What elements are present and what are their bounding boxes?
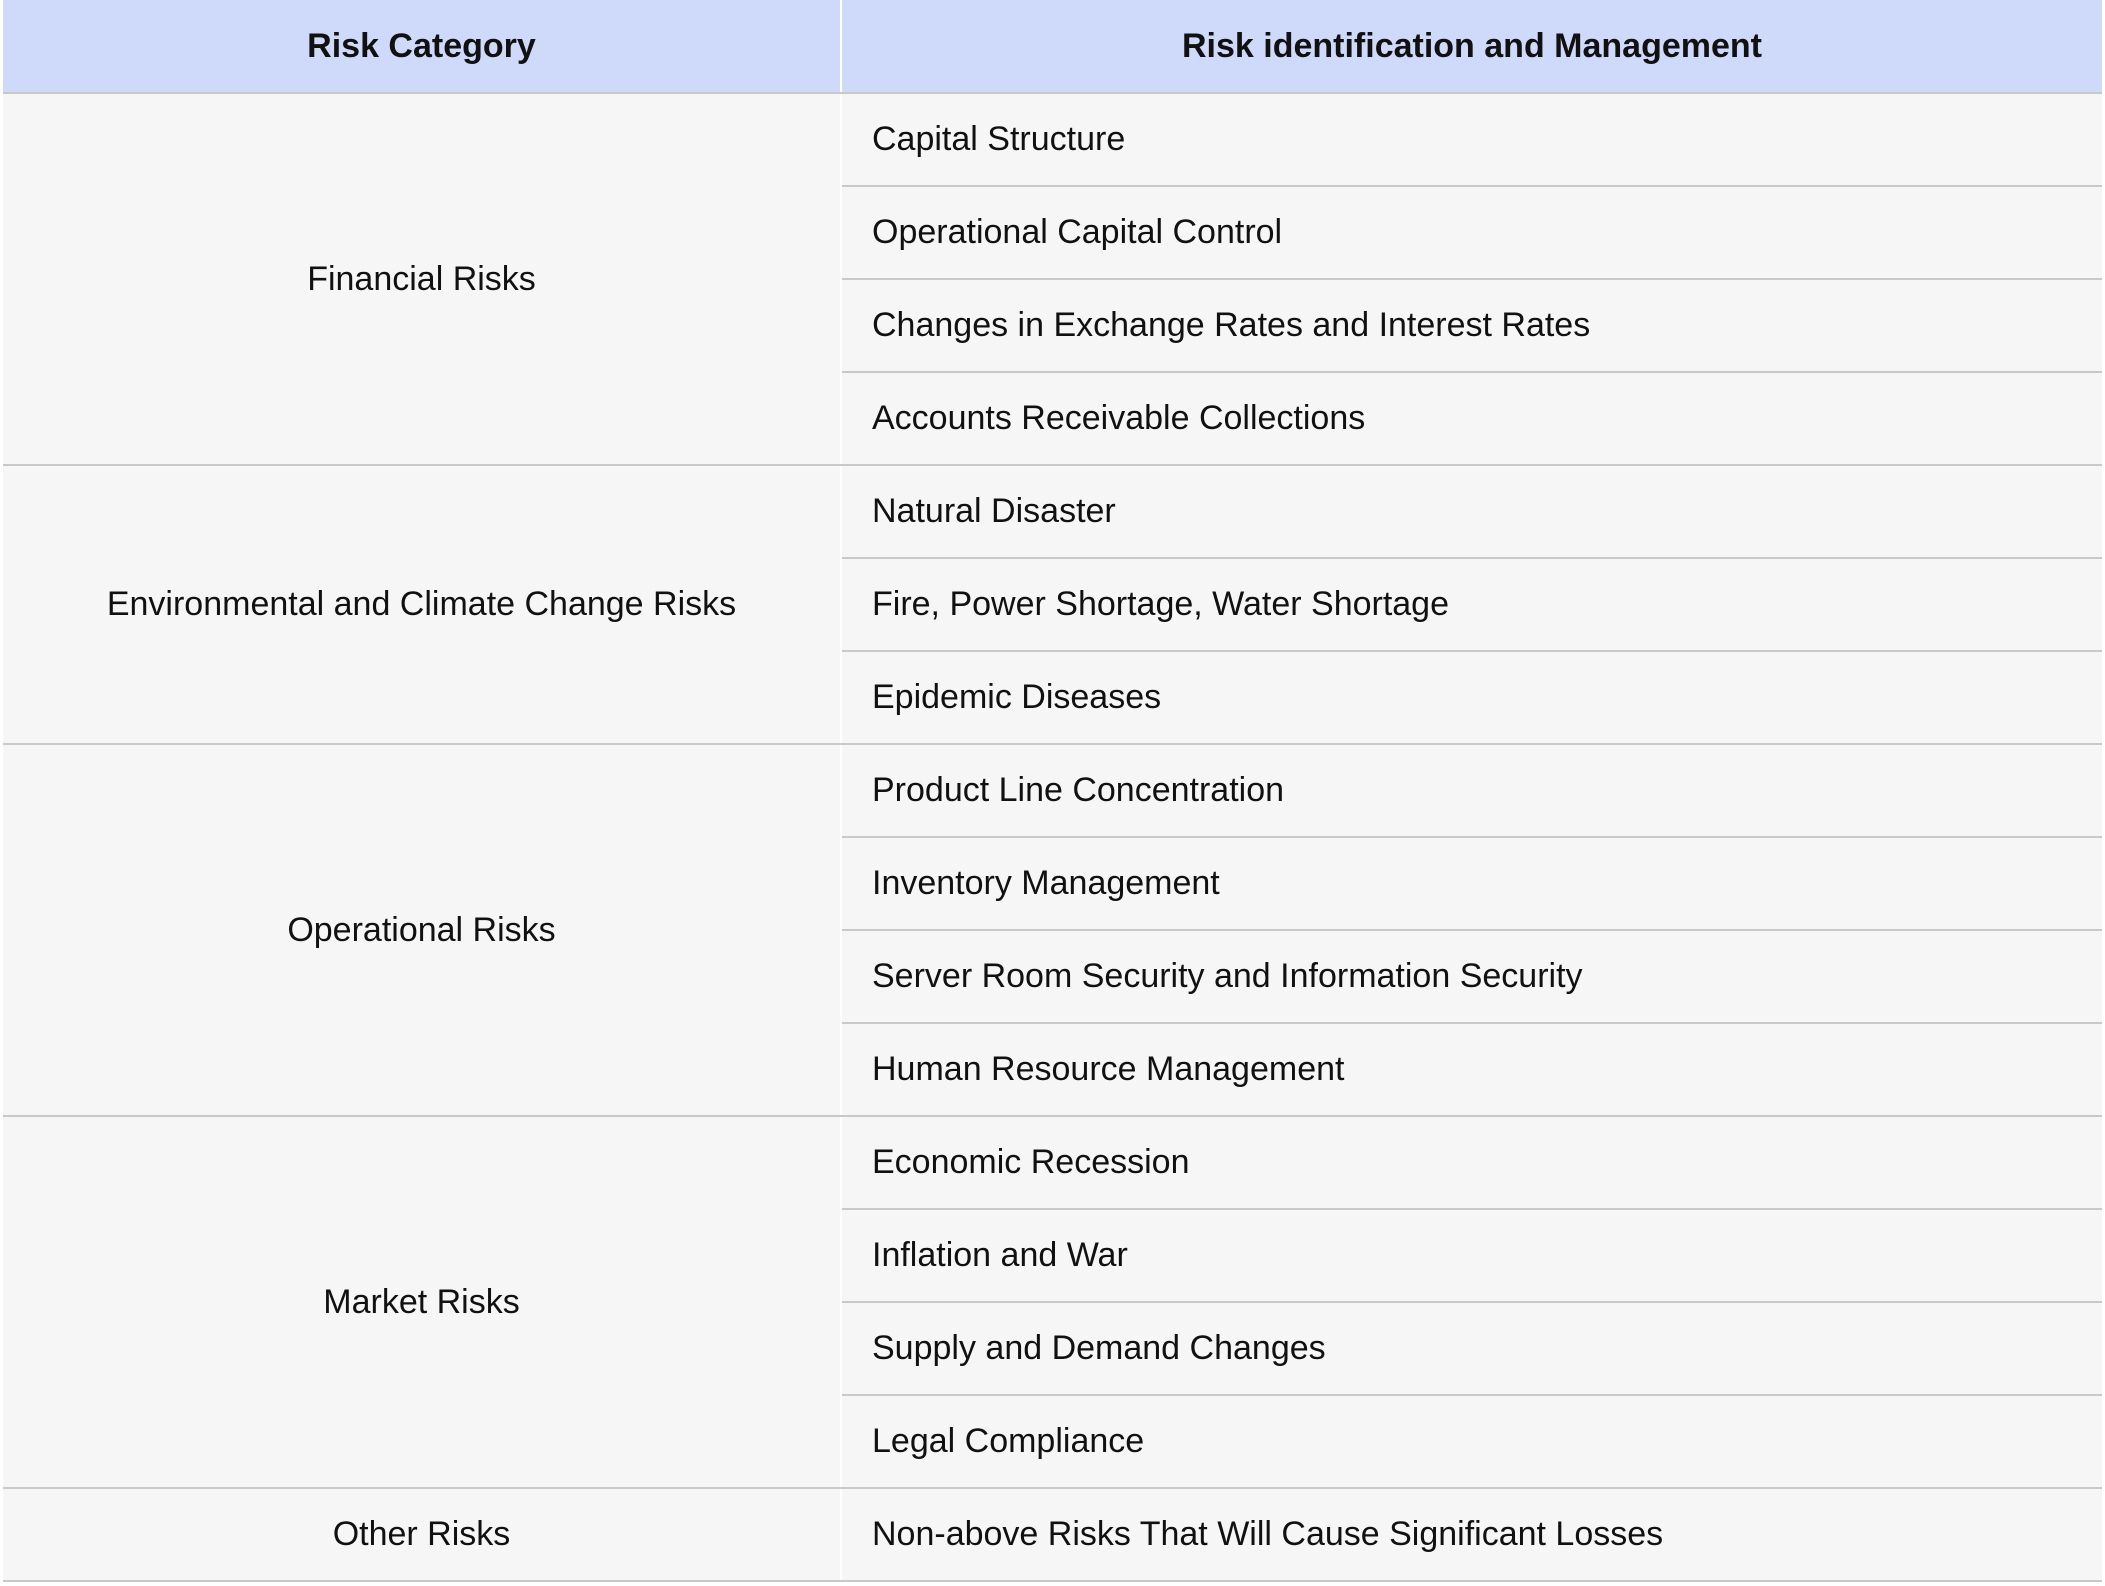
- risk-item-cell: Changes in Exchange Rates and Interest Rates: [841, 279, 2102, 372]
- risk-item-cell: Fire, Power Shortage, Water Shortage: [841, 558, 2102, 651]
- table-row: [3, 744, 2102, 837]
- table-header-row: [3, 0, 2102, 93]
- category-cell: Environmental and Climate Change Risks: [3, 465, 841, 744]
- risk-item-cell: Server Room Security and Information Security: [841, 930, 2102, 1023]
- category-cell: Market Risks: [3, 1116, 841, 1488]
- risk-item-cell: Product Line Concentration: [841, 744, 2102, 837]
- category-cell: Financial Risks: [3, 93, 841, 465]
- risk-item-cell: Inflation and War: [841, 1209, 2102, 1302]
- header-risk-identification: Risk identification and Management: [841, 0, 2102, 93]
- risk-item-cell: Non-above Risks That Will Cause Significant Losses: [841, 1488, 2102, 1581]
- table-row: [3, 1116, 2102, 1209]
- risk-item-cell: Accounts Receivable Collections: [841, 372, 2102, 465]
- category-cell: Other Risks: [3, 1488, 841, 1581]
- risk-item-cell: Legal Compliance: [841, 1395, 2102, 1488]
- risk-table: [3, 0, 2102, 1582]
- risk-item-cell: Economic Recession: [841, 1116, 2102, 1209]
- header-risk-category: Risk Category: [3, 0, 841, 93]
- table-row: [3, 1488, 2102, 1581]
- table-row: [3, 465, 2102, 558]
- category-cell: Operational Risks: [3, 744, 841, 1116]
- risk-item-cell: Supply and Demand Changes: [841, 1302, 2102, 1395]
- risk-item-cell: Natural Disaster: [841, 465, 2102, 558]
- risk-item-cell: Operational Capital Control: [841, 186, 2102, 279]
- risk-item-cell: Human Resource Management: [841, 1023, 2102, 1116]
- risk-item-cell: Capital Structure: [841, 93, 2102, 186]
- table-row: [3, 93, 2102, 186]
- risk-item-cell: Inventory Management: [841, 837, 2102, 930]
- risk-item-cell: Epidemic Diseases: [841, 651, 2102, 744]
